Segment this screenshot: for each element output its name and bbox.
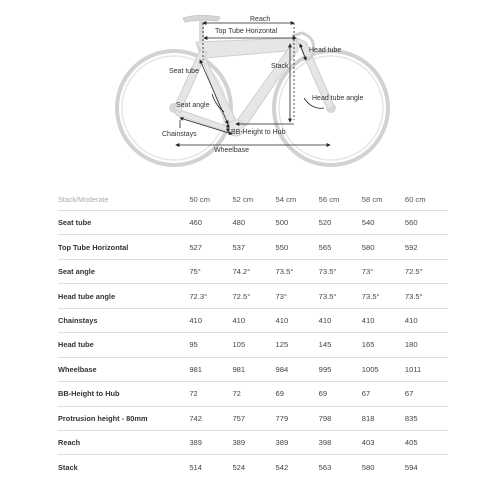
table-cell: 389 xyxy=(189,430,232,454)
row-label: BB-Height to Hub xyxy=(58,382,189,406)
table-row xyxy=(58,382,448,406)
table-cell: 984 xyxy=(276,357,319,381)
size-header: 54 cm xyxy=(275,194,297,204)
label-head-tube-angle: Head tube angle xyxy=(312,95,364,102)
table-cell: 594 xyxy=(405,455,448,479)
table-cell: 560 xyxy=(405,211,448,235)
table-cell: 524 xyxy=(232,455,275,479)
size-header: 60 cm xyxy=(404,194,426,204)
table-cell: 165 xyxy=(362,333,405,357)
table-cell: 73.5° xyxy=(276,259,319,283)
table-cell: 73.5° xyxy=(405,284,448,308)
bike-geometry-diagram xyxy=(0,0,500,180)
label-top-tube: Top Tube Horizontal xyxy=(215,28,278,35)
table-cell: 73° xyxy=(276,284,319,308)
table-cell: 410 xyxy=(232,308,275,332)
table-cell: 405 xyxy=(405,430,448,454)
table-cell: 537 xyxy=(232,235,275,259)
table-cell: 73.5° xyxy=(319,259,362,283)
table-cell: 580 xyxy=(362,235,405,259)
table-cell: 72.5° xyxy=(232,284,275,308)
table-cell: 75° xyxy=(189,259,232,283)
row-label: Top Tube Horizontal xyxy=(58,235,189,259)
table-cell: 67 xyxy=(362,382,405,406)
table-row xyxy=(58,235,448,259)
table-cell: 798 xyxy=(319,406,362,430)
table-cell: 74.2° xyxy=(232,259,275,283)
table-cell: 72.3° xyxy=(189,284,232,308)
table-cell: 410 xyxy=(405,308,448,332)
table-cell: 550 xyxy=(276,235,319,259)
table-cell: 73.5° xyxy=(362,284,405,308)
row-label: Seat tube xyxy=(58,211,189,235)
table-cell: 540 xyxy=(362,211,405,235)
table-cell: 757 xyxy=(232,406,275,430)
row-label: Head tube xyxy=(58,333,189,357)
table-cell: 67 xyxy=(405,382,448,406)
table-row xyxy=(58,333,448,357)
row-label: Stack xyxy=(58,455,189,479)
row-label: Wheelbase xyxy=(58,357,189,381)
label-head-tube: Head tube xyxy=(309,47,342,54)
table-cell: 592 xyxy=(405,235,448,259)
table-cell: 981 xyxy=(232,357,275,381)
table-row xyxy=(58,284,448,308)
table-cell: 563 xyxy=(319,455,362,479)
table-cell: 580 xyxy=(362,455,405,479)
table-cell: 565 xyxy=(319,235,362,259)
table-header-row xyxy=(58,188,448,211)
label-seat-tube: Seat tube xyxy=(169,68,199,75)
table-cell: 480 xyxy=(232,211,275,235)
table-cell: 125 xyxy=(276,333,319,357)
table-cell: 410 xyxy=(189,308,232,332)
size-header: 52 cm xyxy=(232,194,254,204)
table-cell: 514 xyxy=(189,455,232,479)
table-corner-label: Stack/Moderate xyxy=(58,194,109,204)
table-row xyxy=(58,308,448,332)
table-cell: 1005 xyxy=(362,357,405,381)
size-header: 56 cm xyxy=(318,194,340,204)
table-cell: 835 xyxy=(405,406,448,430)
table-cell: 95 xyxy=(189,333,232,357)
table-row xyxy=(58,455,448,479)
table-cell: 73° xyxy=(362,259,405,283)
table-cell: 389 xyxy=(232,430,275,454)
table-cell: 818 xyxy=(362,406,405,430)
table-cell: 1011 xyxy=(405,357,448,381)
label-chainstays: Chainstays xyxy=(162,131,197,138)
size-header: 58 cm xyxy=(361,194,383,204)
table-cell: 500 xyxy=(276,211,319,235)
table-cell: 542 xyxy=(276,455,319,479)
table-cell: 410 xyxy=(276,308,319,332)
table-cell: 981 xyxy=(189,357,232,381)
table-cell: 69 xyxy=(319,382,362,406)
table-cell: 460 xyxy=(189,211,232,235)
table-cell: 410 xyxy=(319,308,362,332)
table-cell: 398 xyxy=(319,430,362,454)
table-cell: 180 xyxy=(405,333,448,357)
table-cell: 69 xyxy=(276,382,319,406)
table-cell: 73.5° xyxy=(319,284,362,308)
table-row xyxy=(58,259,448,283)
table-cell: 145 xyxy=(319,333,362,357)
table-row xyxy=(58,357,448,381)
label-stack: Stack xyxy=(271,63,289,70)
table-cell: 72 xyxy=(189,382,232,406)
label-reach: Reach xyxy=(250,16,271,23)
row-label: Head tube angle xyxy=(58,284,189,308)
table-cell: 527 xyxy=(189,235,232,259)
label-seat-angle: Seat angle xyxy=(176,102,210,109)
table-row xyxy=(58,211,448,235)
row-label: Chainstays xyxy=(58,308,189,332)
table-cell: 995 xyxy=(319,357,362,381)
label-bb-height: BB-Height to Hub xyxy=(231,129,286,136)
size-header: 50 cm xyxy=(189,194,211,204)
geometry-table xyxy=(58,188,448,479)
table-row xyxy=(58,430,448,454)
table-cell: 105 xyxy=(232,333,275,357)
table-cell: 410 xyxy=(362,308,405,332)
table-cell: 742 xyxy=(189,406,232,430)
row-label: Reach xyxy=(58,430,189,454)
table-cell: 72.5° xyxy=(405,259,448,283)
row-label: Seat angle xyxy=(58,259,189,283)
table-cell: 72 xyxy=(232,382,275,406)
table-cell: 520 xyxy=(319,211,362,235)
label-wheelbase: Wheelbase xyxy=(214,147,250,154)
table-cell: 389 xyxy=(276,430,319,454)
table-row xyxy=(58,406,448,430)
row-label: Protrusion height - 80mm xyxy=(58,406,189,430)
table-cell: 779 xyxy=(276,406,319,430)
table-cell: 403 xyxy=(362,430,405,454)
